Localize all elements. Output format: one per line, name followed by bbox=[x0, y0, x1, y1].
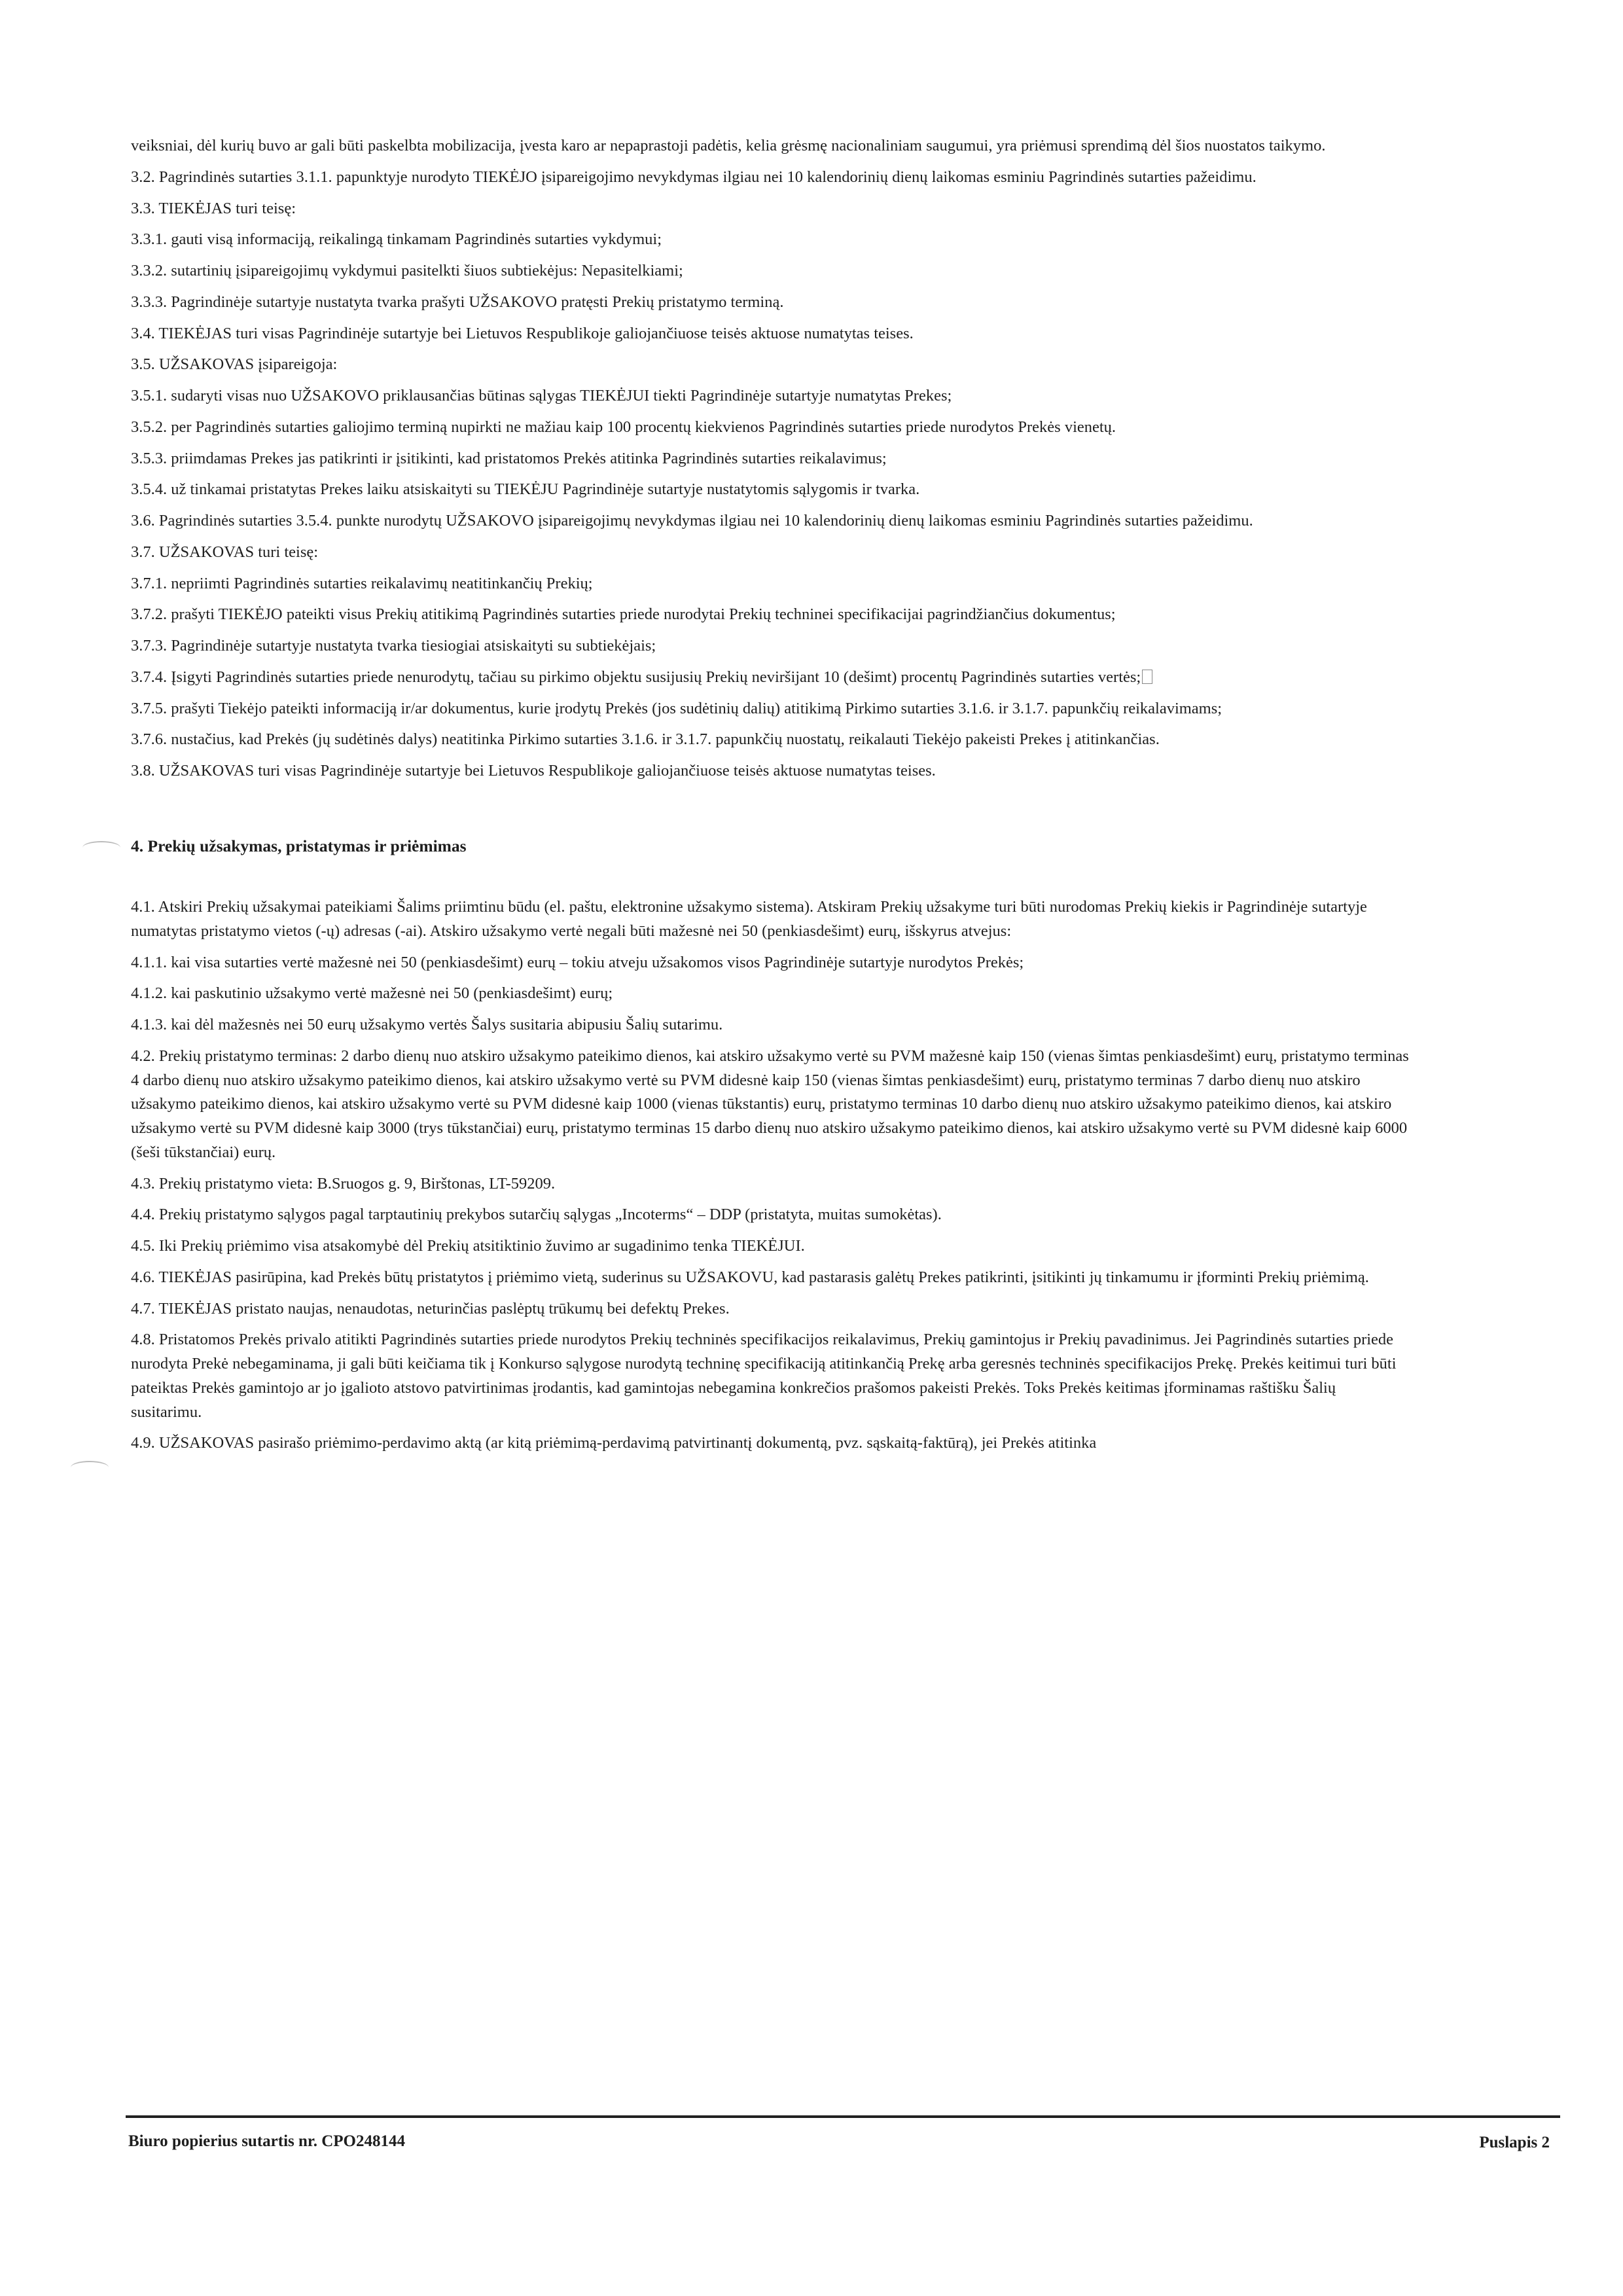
footer-divider bbox=[126, 2115, 1560, 2118]
paragraph: 3.3.1. gauti visą informaciją, reikalingą tinkamam Pagrindinės sutarties vykdymui; bbox=[131, 230, 662, 249]
spacer bbox=[131, 791, 1410, 834]
paragraph: 3.7.5. prašyti Tiekėjo pateikti informaciją ir/ar dokumentus, kurie įrodytų Prekės (jos sudėtinių dalių) atitikimą Pirkimo sutarties 3.1.6. ir 3.1.7. papunkčių reikalavimams; bbox=[131, 699, 1222, 717]
paragraph: 3.5.4. už tinkamai pristatytas Prekes laiku atsiskaityti su TIEKĖJU Pagrindinėje sutartyje nustatytomis sąlygomis ir tvarka. bbox=[131, 480, 920, 499]
paragraph: 3.5.1. sudaryti visas nuo UŽSAKOVO priklausančias būtinas sąlygas TIEKĖJUI tiekti Pagrindinėje sutartyje numatytas Prekes; bbox=[131, 387, 952, 404]
paragraph: 4.7. TIEKĖJAS pristato naujas, nenaudotas, neturinčias paslėptų trūkumų bei defektų Prekes. bbox=[131, 1299, 730, 1318]
paragraph: 4.5. Iki Prekių priėmimo visa atsakomybė dėl Prekių atsitiktinio žuvimo ar sugadinimo tenka TIEKĖJUI. bbox=[131, 1237, 805, 1255]
paragraph: 4.1.1. kai visa sutarties vertė mažesnė nei 50 (penkiasdešimt) eurų – tokiu atveju užsakomos visos Pagrindinėje sutartyje nurodytos Prekės; bbox=[131, 953, 1024, 971]
document-page bbox=[131, 134, 1410, 1463]
paragraph: 3.3. TIEKĖJAS turi teisę: bbox=[131, 199, 296, 217]
paragraph: 4.6. TIEKĖJAS pasirūpina, kad Prekės būtų pristatytos į priėmimo vietą, suderinus su UŽSAKOVU, kad pastarasis galėtų Prekes patikrinti, įsitikinti jų tinkamumu ir įforminti Prekių priėmimą. bbox=[131, 1268, 1369, 1286]
paragraph: 3.3.2. sutartinių įsipareigojimų vykdymui pasitelkti šiuos subtiekėjus: Nepasitelkiami; bbox=[131, 262, 683, 279]
paragraph: 3.7.6. nustačius, kad Prekės (jų sudėtinės dalys) neatitinka Pirkimo sutarties 3.1.6. ir 3.1.7. papunkčių nuostatų, reikalauti Tiekėjo pakeisti Prekes į atitinkančias. bbox=[131, 730, 1160, 749]
paragraph: 3.5.2. per Pagrindinės sutarties galiojimo terminą nupirkti ne mažiau kaip 100 procentų kiekvienos Pagrindinės sutarties priede nurodytos Prekės vienetų. bbox=[131, 418, 1116, 436]
paragraph: 4.3. Prekių pristatymo vieta: B.Sruogos g. 9, Birštonas, LT-59209. bbox=[131, 1174, 556, 1193]
section-4-paragraphs bbox=[131, 895, 1410, 1456]
paragraph: 4.8. Pristatomos Prekės privalo atitikti Pagrindinės sutarties priede nurodytos Prekių techninės specifikacijos reikalavimus, Prekių gamintojus ir Prekių pavadinimus. Jei Pagrindinės sutarties priede nurodyta Prekė nebegaminama, ji gali būti keičiama tik į Konkurso sąlygose nurodytą techninę specifikaciją atitinkančią Prekę arba geresnės techninės specifikacijos Prekę. Prekės keitimui turi būti pateiktas Prekės gamintojo ar jo įgalioto atstovo patvirtinimas įrodantis, kad gamintojas nebegamina konkrečios prašomos pakeisti Prekės. Toks Prekės keitimas įforminamas raštišku Šalių susitarimu. bbox=[131, 1331, 1397, 1421]
paragraph: 4.1.3. kai dėl mažesnės nei 50 eurų užsakymo vertės Šalys susitaria abipusiu Šalių sutarimu. bbox=[131, 1016, 723, 1033]
paragraph: 3.7.3. Pagrindinėje sutartyje nustatyta tvarka tiesiogiai atsiskaityti su subtiekėjais; bbox=[131, 637, 656, 655]
paragraph: 3.7. UŽSAKOVAS turi teisę: bbox=[131, 543, 319, 561]
paragraph: 3.7.2. prašyti TIEKĖJO pateikti visus Prekių atitikimą Pagrindinės sutarties priede nurodytai Prekių techninei specifikacijai pagrindžiančius dokumentus; bbox=[131, 605, 1116, 624]
paragraph-3-7-4 bbox=[131, 666, 1410, 690]
scan-artifact-mark bbox=[82, 841, 120, 854]
paragraph: 4.1.2. kai paskutinio užsakymo vertė mažesnė nei 50 (penkiasdešimt) eurų; bbox=[131, 984, 613, 1003]
paragraph: veiksniai, dėl kurių buvo ar gali būti paskelbta mobilizacija, įvesta karo ar nepaprastoji padėtis, kelia grėsmę nacionaliniam saugumui, yra priėmusi sprendimą dėl šios nuostatos taikymo. bbox=[131, 137, 1326, 154]
paragraph: 3.2. Pagrindinės sutarties 3.1.1. papunktyje nurodyto TIEKĖJO įsipareigojimo nevykdymas ilgiau nei 10 kalendorinių dienų laikomas esminiu Pagrindinės sutarties pažeidimu. bbox=[131, 168, 1257, 186]
paragraph: 3.8. UŽSAKOVAS turi visas Pagrindinėje sutartyje bei Lietuvos Respublikoje galiojančiuose teisės aktuose numatytas teises. bbox=[131, 762, 936, 780]
paragraph: 4.9. UŽSAKOVAS pasirašo priėmimo-perdavimo aktą (ar kitą priėmimą-perdavimą patvirtinantį dokumentą, pvz. sąskaitą-faktūrą), jei Prekės atitinka bbox=[131, 1434, 1097, 1452]
paragraph: 4.4. Prekių pristatymo sąlygos pagal tarptautinių prekybos sutarčių sąlygas „Incoterms“ – DDP (pristatyta, muitas sumokėtas). bbox=[131, 1206, 942, 1224]
paragraph: 3.5. UŽSAKOVAS įsipareigoja: bbox=[131, 355, 338, 374]
paragraph: 3.6. Pagrindinės sutarties 3.5.4. punkte nurodytų UŽSAKOVO įsipareigojimų nevykdymas ilgiau nei 10 kalendorinių dienų laikomas esminiu Pagrindinės sutarties pažeidimu. bbox=[131, 512, 1253, 529]
footer-page-number: Puslapis 2 bbox=[1479, 2134, 1550, 2151]
placeholder-box-icon bbox=[1142, 670, 1152, 684]
section-3-paragraphs bbox=[131, 134, 1410, 783]
paragraph-text: 3.7.4. Įsigyti Pagrindinės sutarties priede nenurodytų, tačiau su pirkimo objektu susijusių Prekių neviršijant 10 (dešimt) procentų Pagrindinės sutarties vertės; bbox=[131, 668, 1141, 686]
paragraph: 3.7.1. nepriimti Pagrindinės sutarties reikalavimų neatitinkančių Prekių; bbox=[131, 574, 593, 592]
scan-artifact-mark bbox=[71, 1461, 109, 1474]
paragraph: 4.1. Atskiri Prekių užsakymai pateikiami Šalims priimtinu būdu (el. paštu, elektronine užsakymo sistema). Atskiram Prekių užsakyme turi būti nurodomas Prekių kiekis ir Pagrindinėje sutartyje numatytas pristatymo vietos (-ų) adresas (-ai). Atskiro užsakymo vertė negali būti mažesnė nei 50 (penkiasdešimt) eurų, išskyrus atvejus: bbox=[131, 898, 1367, 940]
footer-contract-title: Biuro popierius sutartis nr. CPO248144 bbox=[128, 2132, 405, 2150]
paragraph: 3.3.3. Pagrindinėje sutartyje nustatyta tvarka prašyti UŽSAKOVO pratęsti Prekių pristatymo terminą. bbox=[131, 293, 784, 311]
paragraph: 3.4. TIEKĖJAS turi visas Pagrindinėje sutartyje bei Lietuvos Respublikoje galiojančiuose teisės aktuose numatytas teises. bbox=[131, 324, 914, 342]
section-heading: 4. Prekių užsakymas, pristatymas ir priėmimas bbox=[131, 836, 467, 855]
paragraph: 4.2. Prekių pristatymo terminas: 2 darbo dienų nuo atskiro užsakymo pateikimo dienos, kai atskiro užsakymo vertė su PVM mažesnė kaip 150 (vienas šimtas penkiasdešimt) eurų, pristatymo terminas 4 darbo dienų nuo atskiro užsakymo pateikimo dienos, kai atskiro užsakymo vertė su PVM didesnė kaip 150 (vienas šimtas penkiasdešimt) eurų, pristatymo terminas 7 darbo dienų nuo atskiro užsakymo pateikimo dienos, kai atskiro užsakymo vertė su PVM didesnė kaip 1000 (vienas tūkstantis) eurų, pristatymo terminas 10 darbo dienų nuo atskiro užsakymo pateikimo dienos, kai atskiro užsakymo vertė su PVM didesnė kaip 3000 (trys tūkstančiai) eurų, pristatymo terminas 15 darbo dienų nuo atskiro užsakymo pateikimo dienos, kai atskiro užsakymo vertė su PVM didesnė kaip 6000 (šeši tūkstančiai) eurų. bbox=[131, 1047, 1409, 1161]
paragraph: 3.5.3. priimdamas Prekes jas patikrinti ir įsitikinti, kad pristatomos Prekės atitinka Pagrindinės sutarties reikalavimus; bbox=[131, 449, 887, 467]
